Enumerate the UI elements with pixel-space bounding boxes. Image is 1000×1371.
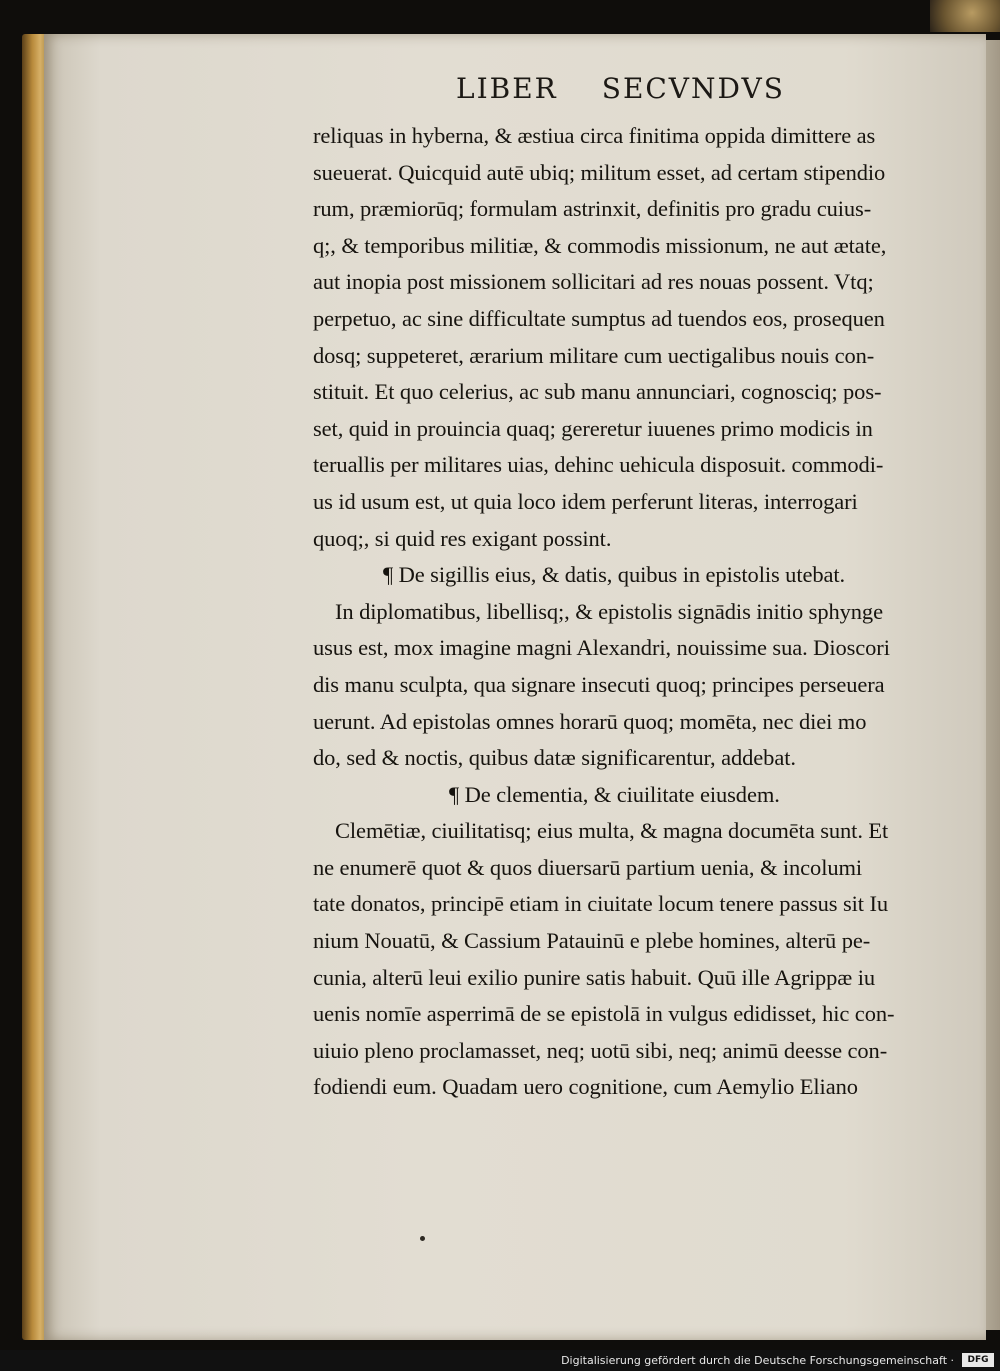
running-head-word-2: SECVNDVS: [601, 72, 785, 105]
ink-speck: [420, 1236, 425, 1241]
text-line: uerunt. Ad epistolas omnes horarū quoq; momēta, nec diei mo: [313, 708, 867, 734]
text-line: tate donatos, principē etiam in ciuitate locum tenere passus sit Iu: [313, 891, 889, 917]
text-line: uiuio pleno proclamasset, neq; uotū sibi, neq; animū deesse con-: [313, 1037, 888, 1063]
running-head: [456, 72, 856, 112]
dfg-logo: DFG: [962, 1353, 994, 1367]
text-line: dosq; suppeteret, ærarium militare cum uectigalibus nouis con-: [313, 342, 875, 368]
text-line: reliquas in hyberna, & æstiua circa finitima oppida dimittere as: [313, 123, 876, 148]
section-heading: ¶ De sigillis eius, & datis, quibus in epistolis utebat.: [383, 562, 846, 588]
text-line: do, sed & noctis, quibus datæ significarentur, addebat.: [313, 745, 796, 771]
footer-credit: Digitalisierung gefördert durch die Deutsche Forschungsgemeinschaft ·: [561, 1354, 954, 1367]
text-line: us id usum est, ut quia loco idem perferunt literas, interrogari: [313, 488, 858, 514]
text-line: fodiendi eum. Quadam uero cognitione, cum Aemylio Eliano: [313, 1074, 858, 1100]
text-line: dis manu sculpta, qua signare insecuti quoq; principes perseuera: [313, 671, 885, 697]
text-line: teruallis per militares uias, dehinc uehicula disposuit. commodi-: [313, 452, 884, 478]
binding-corner: [930, 0, 1000, 32]
text-line: sueuerat. Quicquid autē ubiq; militum esset, ad certam stipendio: [313, 159, 886, 185]
text-line: ne enumerē quot & quos diuersarū partium uenia, & incolumi: [313, 854, 863, 880]
text-line: In diplomatibus, libellisq;, & epistolis signādis initio sphynge: [335, 598, 883, 624]
text-line: Clemētiæ, ciuilitatisq; eius multa, & magna documēta sunt. Et: [335, 818, 889, 844]
text-line: perpetuo, ac sine difficultate sumptus ad tuendos eos, prosequen: [313, 305, 885, 331]
text-line: aut inopia post missionem sollicitari ad res nouas possent. Vtq;: [313, 269, 874, 295]
text-line: set, quid in prouincia quaq; gereretur iuuenes primo modicis in: [313, 415, 873, 441]
text-line: stituit. Et quo celerius, ac sub manu annunciari, cognosciq; pos-: [313, 379, 882, 405]
text-line: usus est, mox imagine magni Alexandri, nouissime sua. Dioscori: [313, 635, 890, 661]
running-head-word-1: LIBER: [456, 72, 558, 105]
text-line: nium Nouatū, & Cassium Patauinū e plebe homines, alterū pe-: [313, 928, 871, 954]
text-line: q;, & temporibus militiæ, & commodis missionum, ne aut ætate,: [313, 232, 887, 258]
text-line: uenis nomīe asperrimā de se epistolā in vulgus edidisset, hic con-: [313, 1001, 895, 1027]
text-line: quoq;, si quid res exigant possint.: [313, 525, 612, 551]
text-line: rum, præmiorūq; formulam astrinxit, definitis pro gradu cuius-: [313, 196, 872, 222]
text-line: cunia, alterū leui exilio punire satis habuit. Quū ille Agrippæ iu: [313, 964, 876, 990]
text-body: [313, 118, 963, 1106]
section-heading: ¶ De clementia, & ciuilitate eiusdem.: [449, 781, 780, 807]
